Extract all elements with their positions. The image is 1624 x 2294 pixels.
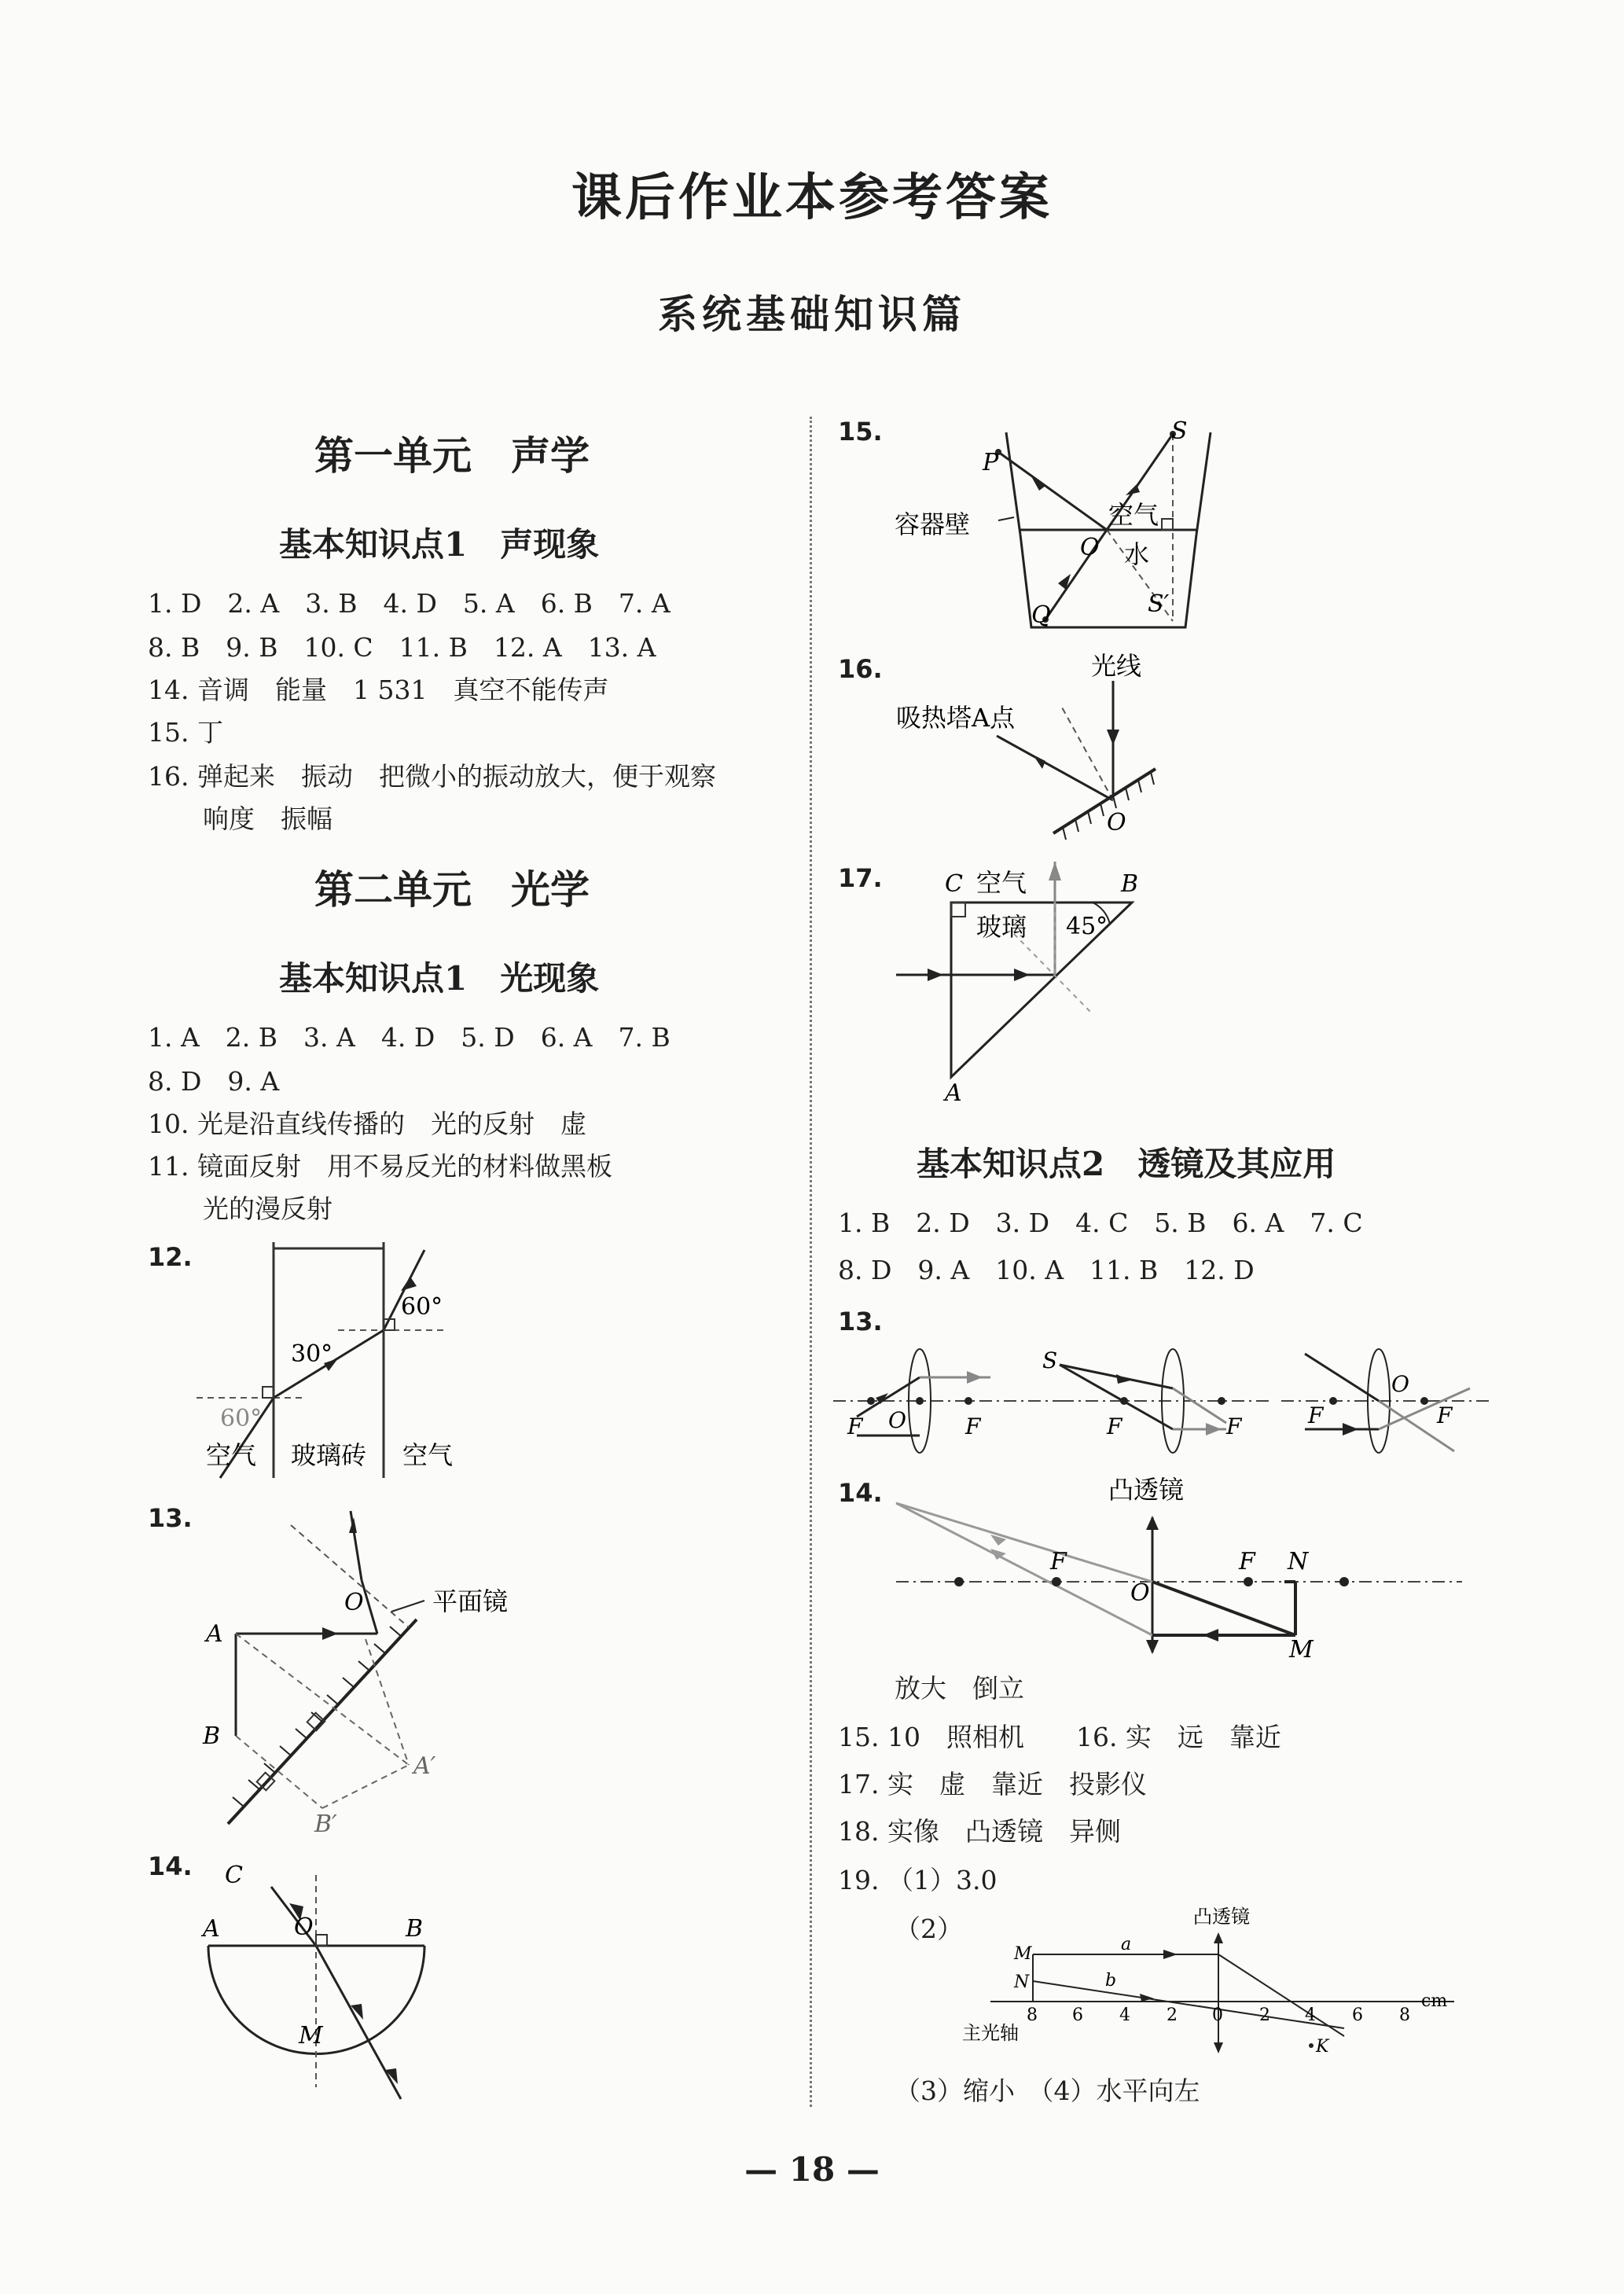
- point-label: A: [206, 1620, 223, 1648]
- answer-line: 1. D 2. A 3. B 4. D 5. A 6. B 7. A: [148, 588, 671, 619]
- diagram-convex-lens-image: [888, 1470, 1470, 1659]
- tick-label: 6: [1072, 2005, 1083, 2025]
- point-label: M: [1014, 1944, 1032, 1964]
- diagram-reflection-tower: [888, 643, 1218, 847]
- answer-line: 16. 弹起来 振动 把微小的振动放大，便于观察: [148, 761, 716, 792]
- angle-label: 30°: [291, 1340, 333, 1368]
- point-label: O: [344, 1589, 364, 1616]
- unit1-kp1-title: 基本知识点1 声现象: [279, 525, 600, 564]
- point-label: N: [1014, 1972, 1030, 1992]
- answer-line: 光的漫反射: [203, 1193, 333, 1224]
- question-number: 15.: [838, 417, 883, 447]
- point-label: O: [1391, 1371, 1409, 1397]
- point-label: S′: [1148, 590, 1170, 618]
- diagram-prism: [888, 857, 1234, 1116]
- page-title: 课后作业本参考答案: [571, 168, 1053, 227]
- answer-line: 11. 镜面反射 用不易反光的材料做黑板: [148, 1151, 612, 1182]
- unit1-title: 第一单元 声学: [314, 432, 590, 479]
- point-label: N: [1288, 1548, 1309, 1575]
- point-label: B′: [314, 1811, 337, 1838]
- question-number: 14.: [148, 1851, 193, 1881]
- medium-label: 空气: [402, 1440, 454, 1470]
- point-label: F: [965, 1414, 981, 1439]
- axis-label: 主光轴: [962, 2022, 1019, 2044]
- column-divider: [810, 417, 812, 2107]
- question-number: 16.: [838, 654, 883, 684]
- lens-label: 凸透镜: [1108, 1475, 1185, 1505]
- point-label: F: [1437, 1403, 1453, 1428]
- angle-label: 60°: [401, 1293, 443, 1321]
- unit-label: cm: [1421, 1991, 1448, 2011]
- point-label: A′: [413, 1752, 436, 1780]
- answer-line: 18. 实像 凸透镜 异侧: [838, 1816, 1121, 1847]
- question-number: 13.: [148, 1503, 193, 1533]
- point-label: O: [1130, 1579, 1150, 1607]
- diagram-lens-rays: [833, 1341, 1494, 1459]
- point-label: F: [1107, 1414, 1122, 1439]
- medium-label: 玻璃砖: [291, 1440, 367, 1470]
- ray-label: a: [1121, 1935, 1132, 1954]
- unit2-kp1-title: 基本知识点1 光现象: [279, 959, 600, 998]
- angle-label: 45°: [1066, 913, 1108, 940]
- medium-label: 水: [1124, 539, 1150, 569]
- tick-label: 2: [1259, 2005, 1270, 2025]
- answer-line: 放大 倒立: [895, 1673, 1024, 1704]
- point-label: O: [294, 1914, 314, 1941]
- point-label: A: [945, 1079, 962, 1107]
- point-label: S: [1042, 1347, 1058, 1373]
- point-label: C: [945, 870, 963, 898]
- question-number: 17.: [838, 863, 883, 893]
- angle-label: 60°: [220, 1405, 263, 1432]
- answer-line: 8. D 9. A: [148, 1066, 280, 1097]
- page-subtitle: 系统基础知识篇: [658, 291, 966, 337]
- tick-label: 2: [1167, 2005, 1178, 2025]
- point-label: F: [1226, 1414, 1242, 1439]
- answer-line: 10. 光是沿直线传播的 光的反射 虚: [148, 1108, 586, 1139]
- point-label: M: [299, 2022, 323, 2050]
- answer-line: （3）缩小 （4）水平向左: [895, 2075, 1200, 2106]
- answer-line: 19. （1）3.0: [838, 1865, 998, 1895]
- tick-label: 8: [1027, 2005, 1038, 2025]
- answer-line: 17. 实 虚 靠近 投影仪: [838, 1769, 1147, 1800]
- point-label: M: [1289, 1636, 1314, 1659]
- kp2-title: 基本知识点2 透镜及其应用: [917, 1145, 1336, 1183]
- point-label: F: [1050, 1548, 1067, 1575]
- wall-label: 容器壁: [895, 509, 971, 539]
- tower-label: 吸热塔A点: [896, 703, 1016, 733]
- medium-label: 空气: [1108, 500, 1159, 530]
- tick-label: 8: [1399, 2005, 1410, 2025]
- answer-line: 14. 音调 能量 1 531 真空不能传声: [148, 675, 609, 705]
- diagram-semicircle-glass: [189, 1851, 472, 2111]
- point-label: B: [203, 1722, 221, 1750]
- point-label: F: [1239, 1548, 1255, 1575]
- answer-line: 15. 10 照相机 16. 实 远 靠近: [838, 1722, 1281, 1752]
- point-label: Q: [1031, 601, 1051, 629]
- diagram-glass-brick: [189, 1242, 519, 1494]
- diagram-container-refraction: [888, 417, 1266, 645]
- point-label: A: [203, 1915, 220, 1943]
- point-label: K: [1316, 2037, 1329, 2057]
- answer-line: 1. A 2. B 3. A 4. D 5. D 6. A 7. B: [148, 1022, 671, 1053]
- ray-label: b: [1105, 1971, 1117, 1991]
- answer-line: 8. D 9. A 10. A 11. B 12. D: [838, 1255, 1255, 1285]
- tick-label: 0: [1212, 2005, 1223, 2025]
- medium-label: 玻璃: [976, 912, 1027, 942]
- point-label: O: [1080, 534, 1100, 561]
- page-number: — 18 —: [744, 2150, 880, 2189]
- mirror-label: 平面镜: [432, 1586, 509, 1616]
- tick-label: 6: [1352, 2005, 1363, 2025]
- answer-line: 1. B 2. D 3. D 4. C 5. B 6. A 7. C: [838, 1208, 1363, 1238]
- answer-line: （2）: [895, 1914, 963, 1944]
- medium-label: 空气: [206, 1440, 257, 1470]
- unit2-title: 第二单元 光学: [314, 866, 590, 913]
- diagram-plane-mirror: [189, 1502, 566, 1840]
- medium-label: 空气: [976, 868, 1027, 898]
- point-label: O: [888, 1407, 906, 1433]
- lens-label: 凸透镜: [1193, 1906, 1250, 1928]
- diagram-lens-scale: [951, 1902, 1470, 2060]
- question-number: 13.: [838, 1307, 883, 1336]
- ray-label: 光线: [1091, 651, 1142, 681]
- tick-label: 4: [1119, 2005, 1130, 2025]
- point-label: B: [1121, 870, 1139, 898]
- answer-line: 15. 丁: [148, 717, 223, 748]
- answer-line: 8. B 9. B 10. C 11. B 12. A 13. A: [148, 632, 656, 663]
- point-label: C: [225, 1862, 243, 1889]
- question-number: 12.: [148, 1242, 193, 1272]
- point-label: O: [1107, 809, 1126, 836]
- point-label: B: [406, 1915, 424, 1943]
- tick-label: 4: [1305, 2005, 1316, 2025]
- point-label: P: [983, 449, 999, 476]
- answer-line: 响度 振幅: [203, 803, 333, 834]
- question-number: 14.: [838, 1478, 883, 1508]
- point-label: F: [847, 1414, 863, 1439]
- point-label: F: [1308, 1403, 1324, 1428]
- point-label: S: [1171, 417, 1188, 445]
